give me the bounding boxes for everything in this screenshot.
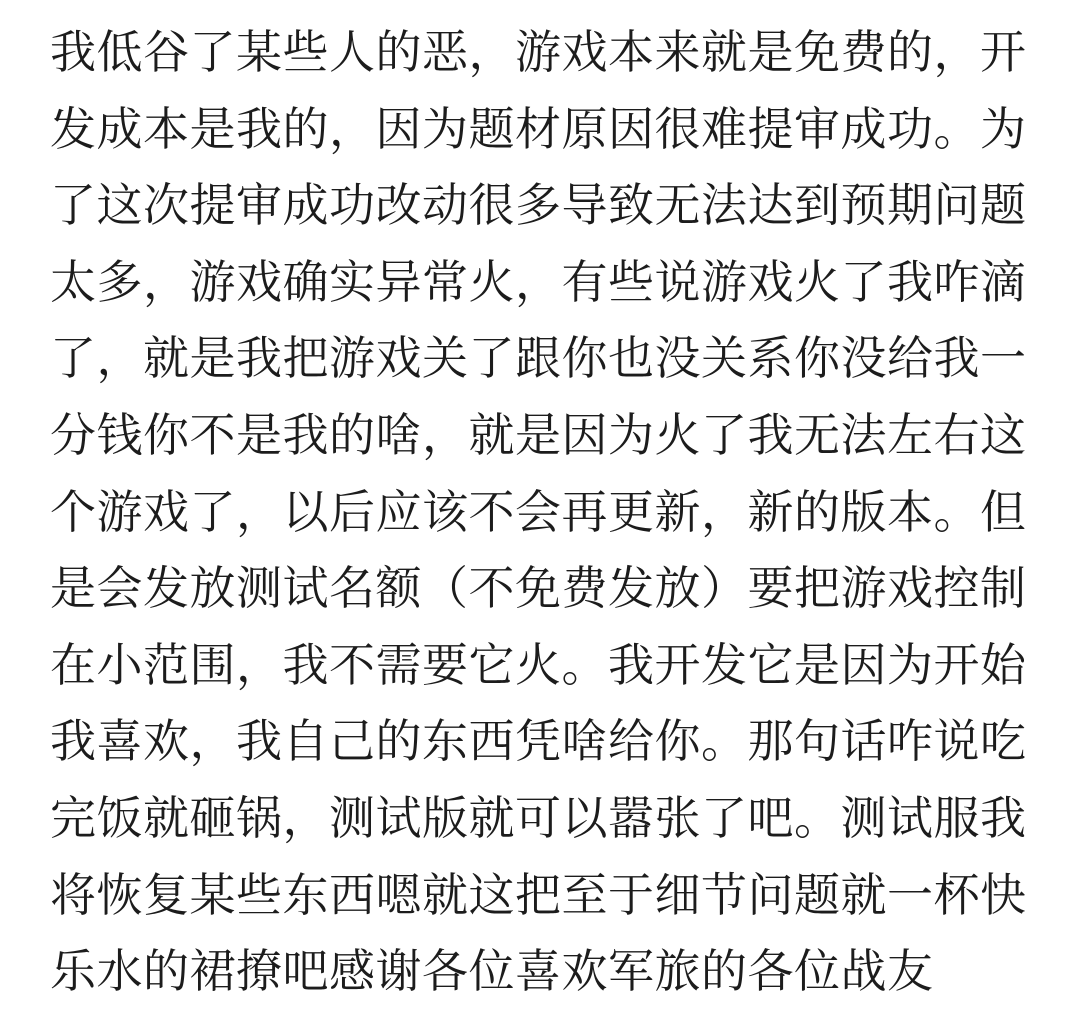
post-line: 乐水的裙撩吧感谢各位喜欢军旅的各位战友 [50, 944, 934, 999]
post-line: 在小范围，我不需要它火。我开发它是因为开始 [50, 637, 1027, 692]
post-line: 了，就是我把游戏关了跟你也没关系你没给我一 [50, 331, 1027, 386]
post-line: 完饭就砸锅，测试版就可以嚣张了吧。测试服我 [50, 790, 1027, 845]
post-line: 分钱你不是我的啥，就是因为火了我无法左右这 [50, 407, 1027, 462]
post-line: 我低谷了某些人的恶，游戏本来就是免费的，开 [50, 25, 1027, 79]
post-line: 将恢复某些东西嗯就这把至于细节问题就一杯快 [50, 867, 1027, 922]
post-line: 是会发放测试名额（不免费发放）要把游戏控制 [50, 561, 1027, 616]
post-line: 我喜欢，我自己的东西凭啥给你。那句话咋说吃 [50, 714, 1027, 769]
post-line: 发成本是我的，因为题材原因很难提审成功。为 [50, 101, 1027, 156]
post-line: 个游戏了，以后应该不会再更新，新的版本。但 [50, 484, 1027, 539]
post-line: 了这次提审成功改动很多导致无法达到预期问题 [50, 178, 1027, 233]
post-body [50, 14, 1027, 1010]
post-line: 太多，游戏确实异常火，有些说游戏火了我咋滴 [50, 254, 1027, 309]
